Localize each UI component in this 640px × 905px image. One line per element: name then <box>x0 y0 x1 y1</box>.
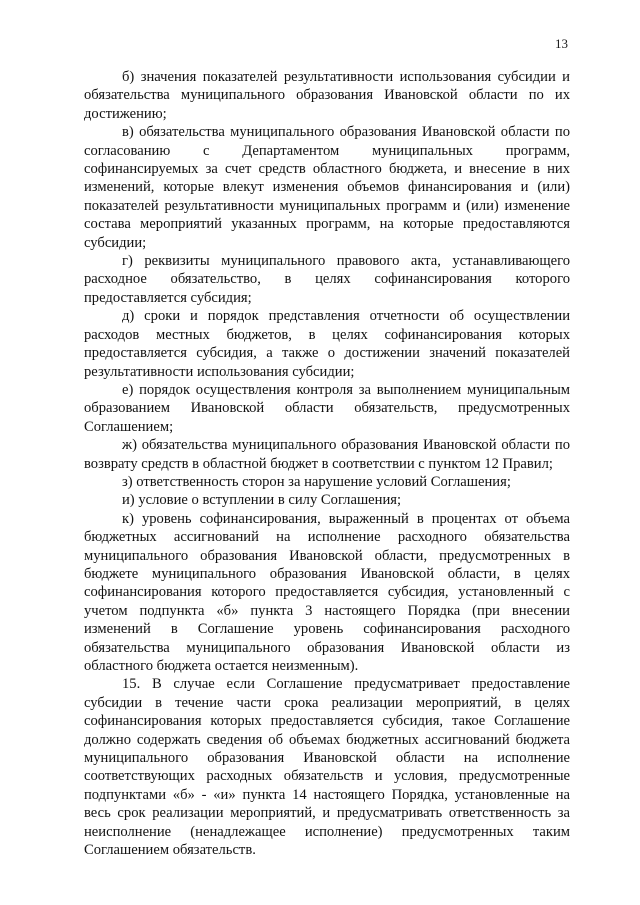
paragraph-d: д) сроки и порядок представления отчетности об осуществлении расходов местных бюджетов, в целях софинансирования которых предоставляется субсидия, а также о достижении значений показателей результативности использования субсидии; <box>84 308 570 380</box>
paragraph-g: г) реквизиты муниципального правового акта, устанавливающего расходное обязательство, в целях софинансирования которого предоставляется субсидия; <box>84 253 570 306</box>
paragraph-k: к) уровень софинансирования, выраженный в процентах от объема бюджетных ассигнований на исполнение расходного обязательства муниципального образования Ивановской области, предусмотренных в бюджете муниципального образования Ивановской области, в целях софинансирования которого предоставляется субсидия, установленный с учетом подпункта «б» пункта 3 настоящего Порядка (при внесении изменений в Соглашение уровень софинансирования расходного обязательства муниципального образования Ивановской области из областного бюджета остается неизменным). <box>84 510 570 674</box>
paragraph-15: 15. В случае если Соглашение предусматривает предоставление субсидии в течение части срока реализации мероприятий, в целях софинансирования которых предоставляется субсидия, такое Соглашение должно содержать сведения об объемах бюджетных ассигнований бюджета муниципального образования Ивановской области на исполнение соответствующих расходных обязательств и условия, предусмотренные подпунктами «б» - «и» пункта 14 настоящего Порядка, установленные на весь срок реализации мероприятий, и предусматривать ответственность за неисполнение (ненадлежащее исполнение) предусмотренных таким Соглашением обязательств. <box>84 676 570 859</box>
paragraph-z: з) ответственность сторон за нарушение условий Соглашения; <box>122 473 511 490</box>
document-body <box>84 68 570 859</box>
paragraph-b: б) значения показателей результативности использования субсидии и обязательства муниципального образования Ивановской области по их достижению; <box>84 69 570 122</box>
paragraph-e: е) порядок осуществления контроля за выполнением муниципальным образованием Ивановской области обязательств, предусмотренных Соглашением; <box>84 381 570 435</box>
page-number: 13 <box>555 36 568 51</box>
paragraph-v: в) обязательства муниципального образования Ивановской области по согласованию с Департаментом муниципальных программ, софинансируемых за счет средств областного бюджета, и внесение в них изменений, которые влекут изменения объемов финансирования и (или) показателей результативности муниципальных программ и (или) изменение состава мероприятий указанных программ, на которые предоставляются субсидии; <box>84 124 570 251</box>
paragraph-i: и) условие о вступлении в силу Соглашения; <box>122 492 402 509</box>
paragraph-zh: ж) обязательства муниципального образования Ивановской области по возврату средств в областной бюджет в соответствии с пунктом 12 Правил; <box>84 437 570 472</box>
